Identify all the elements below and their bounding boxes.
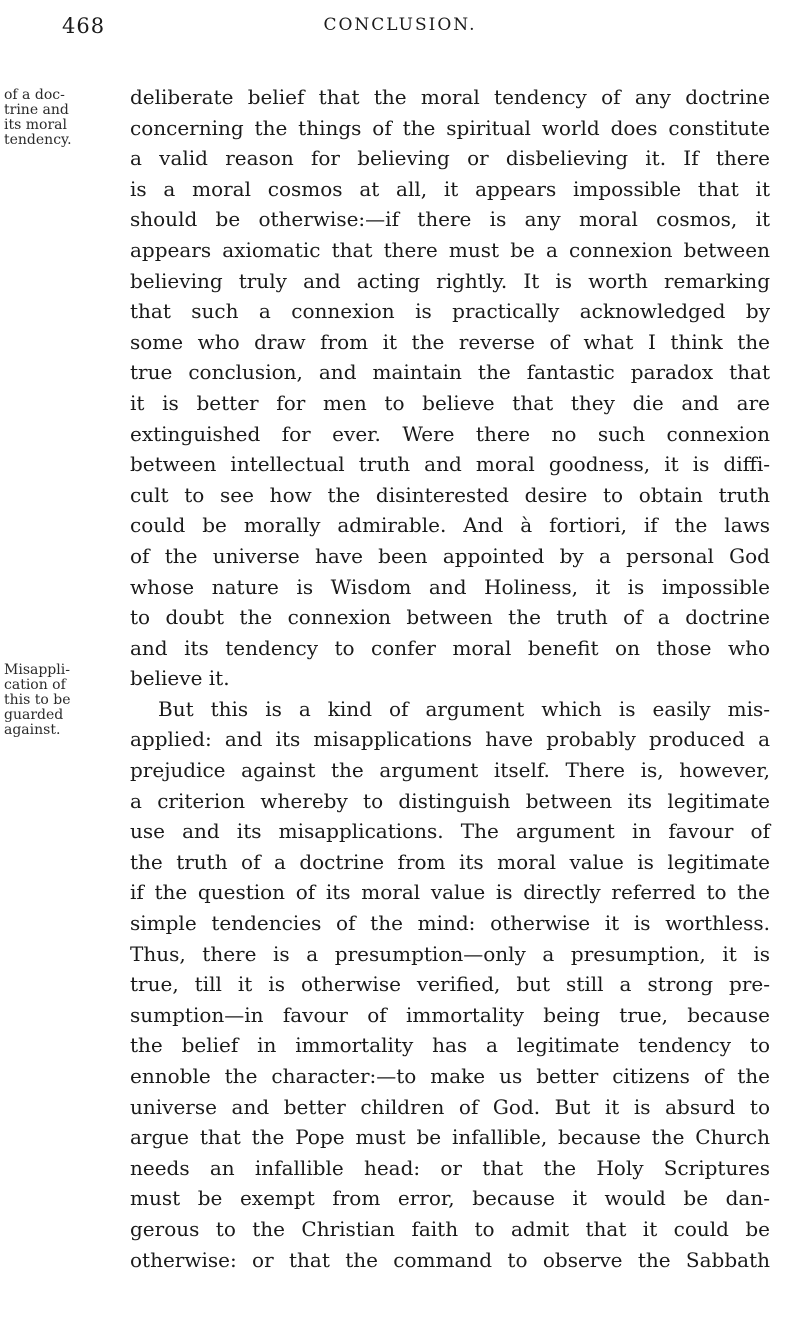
marginal-note-line: tendency.	[4, 132, 72, 148]
text-line: whose nature is Wisdom and Holiness, it is impossible	[130, 574, 770, 599]
text-line: But this is a kind of argument which is easily mis-	[158, 696, 770, 721]
body-text	[130, 82, 770, 1275]
running-title: CONCLUSION.	[323, 15, 477, 35]
text-line: could be morally admirable. And à fortiori, if the laws	[130, 513, 770, 538]
marginal-note-line: its moral	[4, 117, 67, 133]
paragraph	[130, 82, 770, 694]
page-number: 468	[62, 14, 106, 38]
text-line: cult to see how the disinterested desire to obtain truth	[130, 482, 770, 507]
text-line: believing truly and acting rightly. It is worth remarking	[130, 268, 770, 293]
text-line: should be otherwise:—if there is any moral cosmos, it	[130, 207, 770, 232]
text-line: the belief in immortality has a legitimate tendency to	[130, 1033, 770, 1058]
text-line: if the question of its moral value is directly referred to the	[130, 880, 770, 905]
text-line: between intellectual truth and moral goodness, it is diffi-	[130, 452, 770, 477]
text-line: the truth of a doctrine from its moral value is legitimate	[130, 849, 770, 874]
marginal-note	[4, 663, 100, 738]
marginal-note-line: of a doc-	[4, 87, 65, 103]
text-line: otherwise: or that the command to observe the Sabbath	[130, 1247, 770, 1272]
text-line: gerous to the Christian faith to admit that it could be	[130, 1216, 770, 1241]
text-line: of the universe have been appointed by a personal God	[130, 543, 770, 568]
marginal-note-line: this to be	[4, 692, 71, 708]
text-line: sumption—in favour of immortality being true, because	[130, 1002, 770, 1027]
text-line: simple tendencies of the mind: otherwise it is worthless.	[130, 911, 770, 936]
text-line: is a moral cosmos at all, it appears impossible that it	[130, 176, 770, 201]
text-line: universe and better children of God. But it is absurd to	[130, 1094, 770, 1119]
page-header	[0, 14, 800, 50]
text-line: a criterion whereby to distinguish between its legitimate	[130, 788, 770, 813]
text-line: deliberate belief that the moral tendency of any doctrine	[130, 85, 770, 109]
paragraph	[130, 694, 770, 1275]
text-line: it is better for men to believe that they die and are	[130, 390, 770, 415]
text-line: true conclusion, and maintain the fantastic paradox that	[130, 360, 770, 385]
text-line: prejudice against the argument itself. There is, however,	[130, 758, 770, 783]
marginal-note-line: cation of	[4, 677, 66, 693]
text-line: appears axiomatic that there must be a connexion between	[130, 237, 770, 262]
text-line: argue that the Pope must be infallible, because the Church	[130, 1125, 770, 1150]
text-line: ennoble the character:—to make us better citizens of the	[130, 1064, 770, 1088]
text-line: some who draw from it the reverse of what I think the	[130, 329, 770, 354]
text-line: that such a connexion is practically acknowledged by	[130, 299, 770, 324]
text-line: use and its misapplications. The argument in favour of	[130, 819, 770, 844]
marginal-note-line: guarded	[4, 707, 64, 723]
text-line: and its tendency to confer moral benefit on those who	[130, 635, 770, 660]
text-line: applied: and its misapplications have probably produced a	[130, 727, 770, 752]
marginal-note-line: against.	[4, 722, 61, 738]
text-line: needs an infallible head: or that the Holy Scriptures	[130, 1155, 770, 1180]
text-line: concerning the things of the spiritual world does constitute	[130, 115, 770, 140]
marginal-note-line: trine and	[4, 102, 69, 118]
marginal-note-line: Misappli-	[4, 662, 70, 678]
text-line: Thus, there is a presumption—only a presumption, it is	[130, 941, 770, 966]
text-line: believe it.	[130, 666, 230, 691]
text-line: a valid reason for believing or disbelieving it. If there	[130, 146, 770, 171]
text-line: true, till it is otherwise verified, but still a strong pre-	[130, 972, 770, 997]
text-line: extinguished for ever. Were there no such connexion	[130, 421, 770, 446]
text-line: must be exempt from error, because it would be dan-	[130, 1186, 770, 1211]
marginal-note	[4, 88, 100, 148]
text-line: to doubt the connexion between the truth of a doctrine	[130, 605, 770, 630]
